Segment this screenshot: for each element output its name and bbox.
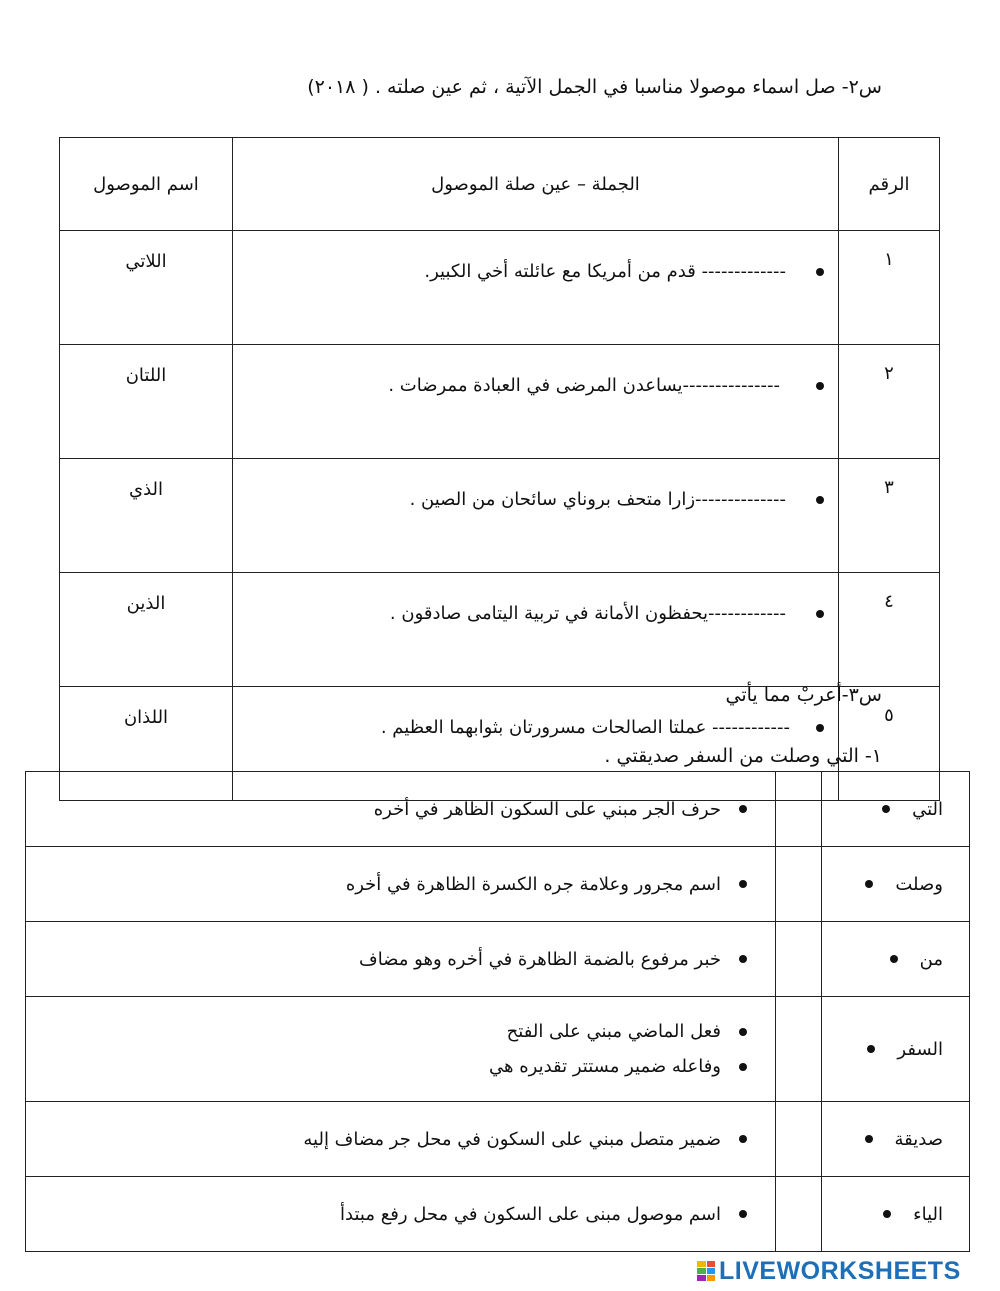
answer-cell[interactable] xyxy=(26,1177,776,1252)
word-text: صديقة xyxy=(894,1128,943,1150)
drop-slot[interactable] xyxy=(776,772,822,847)
bullet-icon xyxy=(739,1028,747,1036)
table-row xyxy=(26,922,970,997)
answer-text: خبر مرفوع بالضمة الظاهرة في أخره وهو مضاف xyxy=(359,948,721,970)
table-header-row xyxy=(60,138,940,231)
word-text: وصلت xyxy=(895,873,943,895)
relative-option[interactable]: اللذان xyxy=(60,687,233,801)
word-cell xyxy=(822,997,970,1102)
row-number: ٤ xyxy=(839,573,940,687)
table-row xyxy=(26,847,970,922)
answer-cell[interactable] xyxy=(26,847,776,922)
table-row xyxy=(60,459,940,573)
table-row xyxy=(26,772,970,847)
relative-option[interactable]: اللاتي xyxy=(60,231,233,345)
drop-slot[interactable] xyxy=(776,847,822,922)
bullet-icon xyxy=(867,1045,875,1053)
bullet-icon xyxy=(739,1135,747,1143)
word-cell xyxy=(822,922,970,997)
word-text: السفر xyxy=(897,1038,943,1060)
sentence-cell[interactable] xyxy=(233,231,839,345)
table-row xyxy=(60,345,940,459)
row-number: ٢ xyxy=(839,345,940,459)
liveworksheets-logo xyxy=(697,1257,992,1285)
table-row xyxy=(26,997,970,1102)
drop-slot[interactable] xyxy=(776,922,822,997)
bullet-icon xyxy=(865,1135,873,1143)
answer-cell[interactable] xyxy=(26,922,776,997)
logo-text: LIVEWORKSHEETS xyxy=(719,1256,961,1285)
bullet-icon xyxy=(816,724,824,732)
bullet-icon xyxy=(739,805,747,813)
table-row xyxy=(60,231,940,345)
sentence-cell[interactable] xyxy=(233,573,839,687)
header-sentence: الجملة – عين صلة الموصول xyxy=(233,138,839,231)
table-row xyxy=(26,1102,970,1177)
answer-text: فعل الماضي مبني على الفتح xyxy=(506,1021,721,1042)
bullet-icon xyxy=(890,955,898,963)
row-number: ٣ xyxy=(839,459,940,573)
relative-option[interactable]: الذين xyxy=(60,573,233,687)
word-cell xyxy=(822,1177,970,1252)
answer-cell[interactable] xyxy=(26,772,776,847)
drop-slot[interactable] xyxy=(776,1102,822,1177)
bullet-icon xyxy=(739,1063,747,1071)
word-cell xyxy=(822,772,970,847)
header-relative: اسم الموصول xyxy=(60,138,233,231)
table-row xyxy=(60,573,940,687)
question-2-title: س٢- صل اسماء موصولا مناسبا في الجمل الآتية ، ثم عين صلته . ( ٢٠١٨) xyxy=(307,76,882,98)
relative-option[interactable]: الذي xyxy=(60,459,233,573)
sentence-cell[interactable] xyxy=(233,459,839,573)
bullet-icon xyxy=(739,880,747,888)
bullet-icon xyxy=(816,382,824,390)
word-text: من xyxy=(919,948,943,970)
word-cell xyxy=(822,847,970,922)
drop-slot[interactable] xyxy=(776,997,822,1102)
bullet-icon xyxy=(816,268,824,276)
sentence-text: ------------- قدم من أمريكا مع عائلته أخي الكبير. xyxy=(424,261,786,282)
answer-text: وفاعله ضمير مستتر تقديره هي xyxy=(489,1056,721,1077)
question-3-sentence: ١- التي وصلت من السفر صديقتي . xyxy=(604,745,882,767)
answer-text: اسم موصول مبنى على السكون في محل رفع مبتدأ xyxy=(340,1203,721,1225)
answer-text: حرف الجر مبني على السكون الظاهر في أخره xyxy=(373,798,721,820)
answer-cell[interactable] xyxy=(26,997,776,1102)
bullet-icon xyxy=(865,880,873,888)
table-row xyxy=(26,1177,970,1252)
row-number: ٥ xyxy=(839,687,940,801)
answer-text: اسم مجرور وعلامة جره الكسرة الظاهرة في أخره xyxy=(345,873,721,895)
bullet-icon xyxy=(883,1210,891,1218)
answer-text: ضمير متصل مبني على السكون في محل جر مضاف إليه xyxy=(303,1128,721,1150)
bullet-icon xyxy=(882,805,890,813)
header-number: الرقم xyxy=(839,138,940,231)
word-text: التي xyxy=(912,798,943,820)
word-cell xyxy=(822,1102,970,1177)
answer-cell[interactable] xyxy=(26,1102,776,1177)
sentence-cell[interactable] xyxy=(233,345,839,459)
relative-option[interactable]: اللتان xyxy=(60,345,233,459)
logo-grid-icon xyxy=(697,1261,715,1281)
drop-slot[interactable] xyxy=(776,1177,822,1252)
question-3-title: س٣-أعربْ مما يأتي xyxy=(725,684,882,706)
bullet-icon xyxy=(739,1210,747,1218)
sentence-text: ------------ عملتا الصالحات مسرورتان بثوابهما العظيم . xyxy=(380,717,790,738)
row-number: ١ xyxy=(839,231,940,345)
bullet-icon xyxy=(739,955,747,963)
sentence-text: --------------زارا متحف بروناي سائحان من الصين . xyxy=(409,489,786,510)
bullet-icon xyxy=(816,610,824,618)
bullet-icon xyxy=(816,496,824,504)
parsing-table xyxy=(25,771,970,1252)
word-text: الياء xyxy=(913,1203,943,1225)
sentence-text: ------------يحفظون الأمانة في تربية اليتامى صادقون . xyxy=(389,603,786,624)
sentence-text: ---------------يساعدن المرضى في العبادة ممرضات . xyxy=(388,375,780,396)
